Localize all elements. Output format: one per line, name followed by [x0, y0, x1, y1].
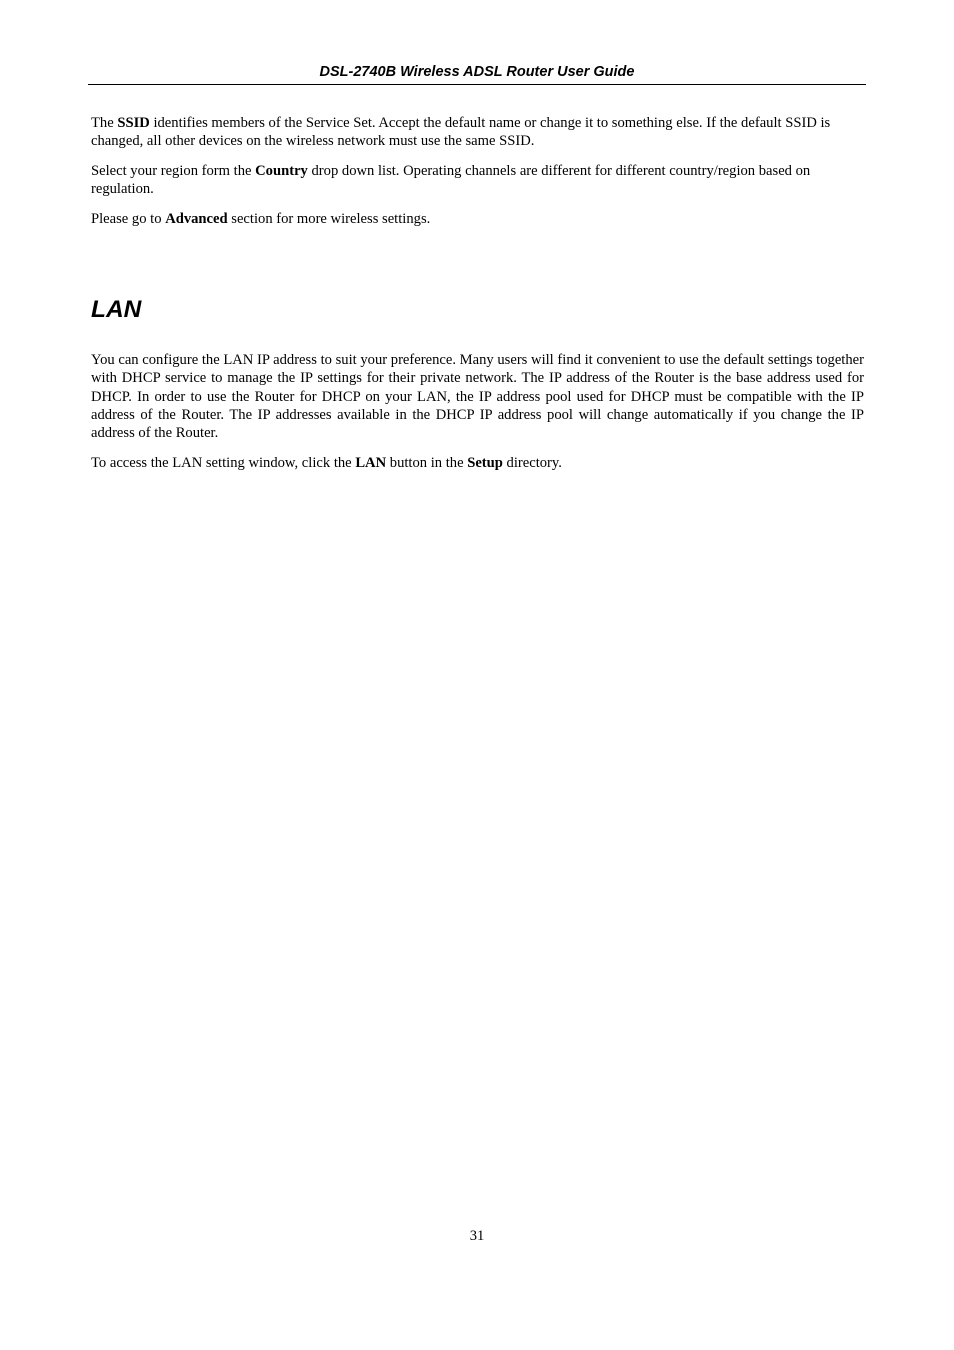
lan-access-text-2: button in the: [386, 455, 468, 471]
lan-access-text-3: directory.: [502, 455, 562, 471]
running-header: DSL-2740B Wireless ADSL Router User Guide: [319, 64, 635, 80]
country-text-1: Select your region form the: [91, 163, 256, 179]
country-text-2: drop down list. Operating channels are different for different country/region based on regulation.: [91, 163, 811, 198]
advanced-term: Advanced: [165, 211, 228, 227]
advanced-paragraph: [91, 210, 864, 228]
lan-access-text-1: To access the LAN setting window, click the: [91, 455, 356, 471]
setup-directory-term: Setup: [467, 455, 503, 471]
advanced-text-2: section for more wireless settings.: [227, 211, 431, 227]
country-term: Country: [255, 163, 308, 179]
advanced-text-1: Please go to: [91, 211, 166, 227]
page-number: 31: [469, 1228, 485, 1244]
lan-intro-paragraph: You can configure the LAN IP address to suit your preference. Many users will find it convenient to use the default settings together with DHCP service to manage the IP settings for their private network. The IP address of the Router is the base address used for DHCP. In order to use the Router for DHCP on your LAN, the IP address pool used for DHCP must be compatible with the IP address of the Router. The IP addresses available in the DHCP IP address pool will change automatically if you change the IP address of the Router.: [91, 352, 864, 442]
header-rule: [88, 84, 866, 85]
lan-button-term: LAN: [355, 455, 387, 471]
ssid-text-1: The: [91, 115, 118, 131]
ssid-text-2: identifies members of the Service Set. Accept the default name or change it to something else. If the default SSID is changed, all other devices on the wireless network must use the same SSID.: [91, 115, 831, 150]
lan-access-paragraph: [91, 454, 864, 472]
section-heading-lan: LAN: [91, 296, 142, 323]
ssid-paragraph: [91, 114, 864, 151]
country-paragraph: [91, 162, 864, 199]
ssid-term: SSID: [117, 115, 150, 131]
